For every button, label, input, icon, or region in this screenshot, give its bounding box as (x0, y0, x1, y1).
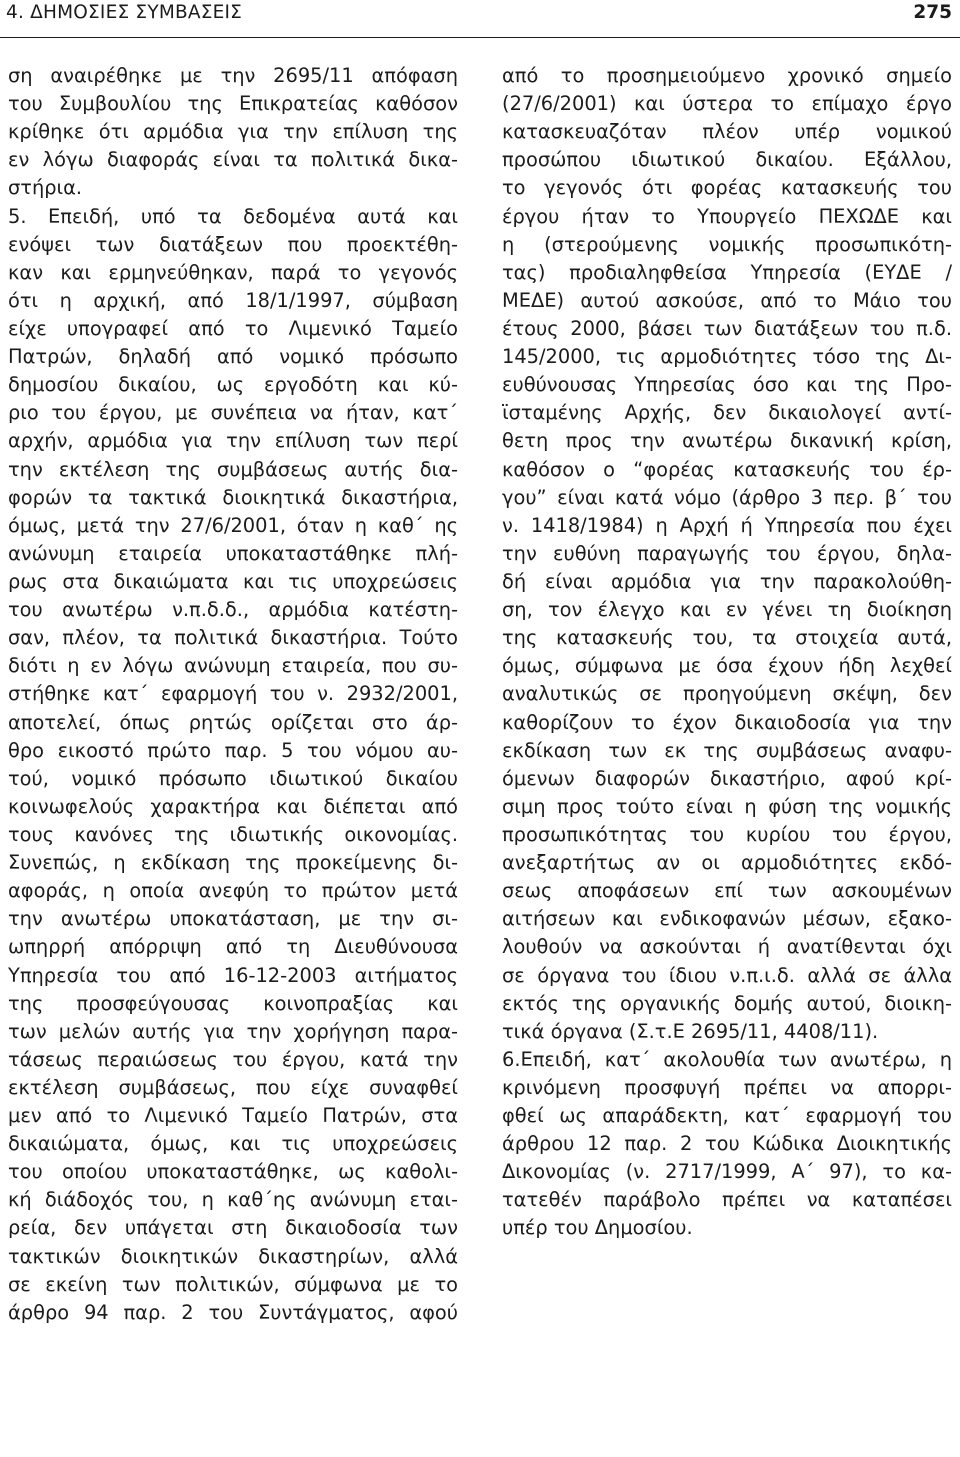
text-line: αιτήσεων και ενδικοφανών μέσων, εξακο- (502, 907, 952, 931)
text-line: καθορίζουν το έχον δικαιοδοσία για την (502, 710, 952, 734)
text-line: καν και ερμηνεύθηκαν, παρά το γεγονός (8, 260, 458, 284)
text-line: αρχήν, αρμόδια για την επίλυση των περί (8, 429, 458, 453)
text-line: Συνεπώς, η εκδίκαση της προκείμενης δι- (8, 851, 458, 875)
text-line: ευθύνουσας Υπηρεσίας όσο και της Προ- (502, 373, 952, 397)
text-line: αναλυτικώς σε προηγούμενη σκέψη, δεν (502, 682, 952, 706)
text-line: στήθηκε κατ΄ εφαρμογή του ν. 2932/2001, (8, 682, 458, 706)
text-line: τικά όργανα (Σ.τ.Ε 2695/11, 4408/11). (502, 1019, 879, 1043)
text-line: στήρια. (8, 176, 83, 200)
text-line: υπέρ του Δημοσίου. (502, 1216, 693, 1240)
text-line: έργου ήταν το Υπουργείο ΠΕΧΩΔΕ και (502, 204, 952, 228)
text-line: του ανωτέρω ν.π.δ.δ., αρμόδια κατέστη- (8, 598, 458, 622)
text-line: σε εκείνη των πολιτικών, σύμφωνα με το (8, 1272, 458, 1296)
text-line: ωπηρρή απόρριψη από τη Διευθύνουσα (8, 935, 458, 959)
text-line: εκδίκαση των εκ της συμβάσεως αναφυ- (502, 738, 952, 762)
text-line: ανεξαρτήτως αν οι αρμοδιότητες εκδό- (502, 851, 952, 875)
text-line: τάσεως περαιώσεως του έργου, κατά την (8, 1047, 458, 1071)
text-line: εκτός της οργανικής δομής αυτού, διοικη- (502, 991, 952, 1015)
text-line: Δικονομίας (ν. 2717/1999, Α΄ 97), το κα- (502, 1160, 952, 1184)
text-line: κρινόμενη προσφυγή πρέπει να απορρι- (502, 1075, 952, 1099)
text-line: Πατρών, δηλαδή από νομικό πρόσωπο (8, 345, 458, 369)
text-line: δημοσίου δικαίου, ως εργοδότη και κύ- (8, 373, 458, 397)
text-line: άρθρου 12 παρ. 2 του Κώδικα Διοικητικής (502, 1132, 952, 1156)
text-line: δή είναι αρμόδια για την παρακολούθη- (502, 569, 952, 593)
text-line: τους κανόνες της ιδιωτικής οικονομίας. (8, 822, 458, 846)
text-line: ΜΕΔΕ) αυτού ασκούσε, από το Μάιο του (502, 288, 952, 312)
text-line: της κατασκευής του, τα στοιχεία αυτά, (502, 626, 952, 650)
text-line: σεως αποφάσεων επί των ασκουμένων (502, 879, 952, 903)
text-line: από το προσημειούμενο χρονικό σημείο (502, 64, 952, 87)
text-line: λουθούν να ασκούνται ή ανατίθενται όχι (502, 935, 952, 959)
text-line: κοινωφελούς χαρακτήρα και διέπεται από (8, 794, 458, 818)
text-line: ν. 1418/1984) η Αρχή ή Υπηρεσία που έχει (502, 513, 952, 537)
text-line: ριο του έργου, με συνέπεια να ήταν, κατ΄ (8, 401, 458, 425)
text-line: όμως, μετά την 27/6/2001, όταν η καθ΄ ης (8, 513, 458, 537)
text-line: έτους 2000, βάσει των διατάξεων του π.δ. (502, 316, 952, 340)
text-line: ϊσταμένης Αρχής, δεν δικαιολογεί αντί- (502, 401, 952, 425)
text-line: την εκτέλεση της συμβάσεως αυτής δια- (8, 457, 458, 481)
text-line: φορών τα τακτικά διοικητικά δικαστήρια, (8, 485, 458, 509)
text-line: τακτικών διοικητικών δικαστηρίων, αλλά (8, 1244, 458, 1268)
text-line: ενόψει των διατάξεων που προεκτέθη- (8, 232, 458, 256)
text-line: τατεθέν παράβολο πρέπει να καταπέσει (502, 1188, 952, 1212)
text-line: προσωπικότητας του κυρίου του έργου, (502, 822, 952, 846)
text-line: σε όργανα του ίδιου ν.π.ι.δ. αλλά σε άλλα (502, 963, 952, 987)
text-line: ανώνυμη εταιρεία υποκαταστάθηκε πλή- (8, 541, 458, 565)
text-line: τας) προδιαληφθείσα Υπηρεσία (ΕΥΔΕ / (502, 260, 952, 284)
text-line: αφοράς, η οποία ανεφύη το πρώτον μετά (8, 879, 458, 903)
text-line: άρθρο 94 παρ. 2 του Συντάγματος, αφού (8, 1300, 458, 1324)
text-line: κατασκευαζόταν πλέον υπέρ νομικού (502, 120, 952, 144)
text-line: την ευθύνη παραγωγής του έργου, δηλα- (502, 541, 952, 565)
text-line: γου” είναι κατά νόμο (άρθρο 3 περ. β΄ του (502, 485, 952, 509)
text-line: σιμη προς τούτο είναι η φύση της νομικής (502, 794, 952, 818)
text-line: όμενων διαφορών δικαστήριο, αφού κρί- (502, 766, 952, 790)
page-header (0, 0, 960, 38)
text-line: 6.Επειδή, κατ΄ ακολουθία των ανωτέρω, η (502, 1047, 952, 1071)
text-line: το γεγονός ότι φορέας κατασκευής του (502, 176, 952, 200)
right-text-column (502, 62, 952, 1243)
text-line: δικαιώματα, όμως, και τις υποχρεώσεις (8, 1132, 458, 1156)
text-line: Υπηρεσία του από 16-12-2003 αιτήματος (8, 963, 458, 987)
text-line: σαν, πλέον, τα πολιτικά δικαστήρια. Τούτο (8, 626, 458, 650)
text-line: φθεί ως απαράδεκτη, κατ΄ εφαρμογή του (502, 1104, 952, 1128)
text-line: (27/6/2001) και ύστερα το επίμαχο έργο (502, 92, 952, 116)
text-line: του Συμβουλίου της Επικρατείας καθόσον (8, 92, 458, 116)
text-line: ρως στα δικαιώματα και τις υποχρεώσεις (8, 569, 458, 593)
text-line: θετη προς την ανωτέρω δικανική κρίση, (502, 429, 952, 453)
text-line: ρεία, δεν υπάγεται στη δικαιοδοσία των (8, 1216, 458, 1240)
text-line: τού, νομικό πρόσωπο ιδιωτικού δικαίου (8, 766, 458, 790)
text-line: όμως, σύμφωνα με όσα έχουν ήδη λεχθεί (502, 654, 952, 678)
text-line: η (στερούμενης νομικής προσωπικότη- (502, 232, 952, 256)
text-line: εν λόγω διαφοράς είναι τα πολιτικά δικα- (8, 148, 458, 172)
text-line: καθόσον ο “φορέας κατασκευής του έρ- (502, 457, 952, 481)
text-line: κή διάδοχός του, η καθ΄ης ανώνυμη εται- (8, 1188, 458, 1212)
text-line: θρο εικοστό πρώτο παρ. 5 του νόμου αυ- (8, 738, 458, 762)
text-line: ση αναιρέθηκε με την 2695/11 απόφαση (8, 64, 458, 87)
text-line: κρίθηκε ότι αρμόδια για την επίλυση της (8, 120, 458, 144)
left-text-column (8, 62, 458, 1327)
text-line: εκτέλεση συμβάσεως, που είχε συναφθεί (8, 1075, 458, 1099)
text-line: των μελών αυτής για την χορήγηση παρα- (8, 1019, 458, 1043)
text-line: είχε υπογραφεί από το Λιμενικό Ταμείο (8, 316, 458, 340)
text-line: διότι η εν λόγω ανώνυμη εταιρεία, που συ- (8, 654, 458, 678)
text-line: της προσφεύγουσας κοινοπραξίας και (8, 991, 458, 1015)
text-line: 145/2000, τις αρμοδιότητες τόσο της Δι- (502, 345, 952, 369)
page-number: 275 (913, 2, 952, 23)
text-line: του οποίου υποκαταστάθηκε, ως καθολι- (8, 1160, 458, 1184)
text-line: ότι η αρχική, από 18/1/1997, σύμβαση (8, 288, 458, 312)
text-line: μεν από το Λιμενικό Ταμείο Πατρών, στα (8, 1104, 458, 1128)
section-title: 4. ΔΗΜΟΣΙΕΣ ΣΥΜΒΑΣΕΙΣ (6, 2, 243, 23)
text-line: την ανωτέρω υποκατάσταση, με την σι- (8, 907, 458, 931)
text-line: ση, τον έλεγχο και εν γένει τη διοίκηση (502, 598, 952, 622)
text-line: αποτελεί, όπως ρητώς ορίζεται στο άρ- (8, 710, 458, 734)
text-line: προσώπου ιδιωτικού δικαίου. Εξάλλου, (502, 148, 952, 172)
text-line: 5. Επειδή, υπό τα δεδομένα αυτά και (8, 204, 458, 228)
